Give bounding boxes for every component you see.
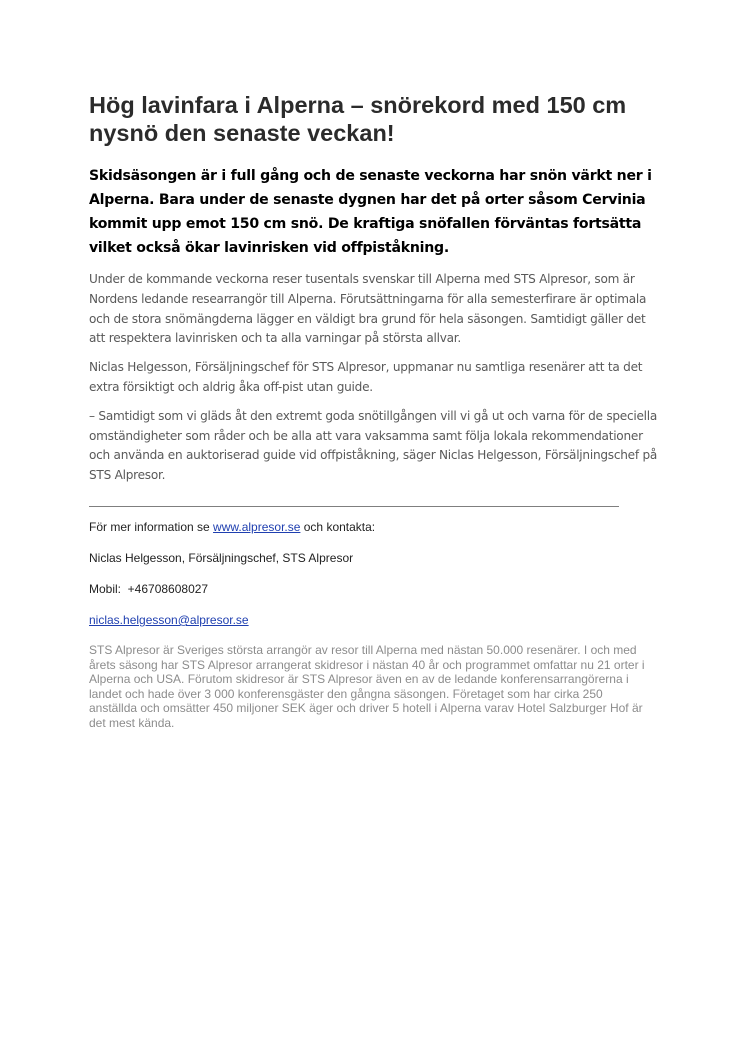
- email-link[interactable]: niclas.helgesson@alpresor.se: [89, 612, 249, 627]
- body-paragraph-3: – Samtidigt som vi gläds åt den extremt goda snötillgången vill vi gå ut och varna för de speciella omständigheter som råder och be alla att vara vaksamma samt följa lokala rekommendationer och använda en auktoriserad guide vid offpiståkning, säger Niclas Helgesson, Försäljningschef på STS Alpresor.: [89, 408, 658, 483]
- contact-info-prefix: För mer information se: [89, 519, 214, 534]
- body-paragraph-1: Under de kommande veckorna reser tusentals svenskar till Alperna med STS Alpresor, som är Nordens ledande researrangör till Alperna. Förutsättningarna för alla semesterfirare är optimala och de stora snömängderna lägger en väldigt bra grund för hela säsongen. Samtidigt gäller det att respektera lavinrisken och ta alla varningar på största allvar.: [89, 272, 647, 346]
- body-paragraph-2: Niclas Helgesson, Försäljningschef för STS Alpresor, uppmanar nu samtliga resenärer att ta det extra försiktigt och aldrig åka off-pist utan guide.: [89, 360, 643, 394]
- contact-info-suffix: och kontakta:: [300, 519, 376, 534]
- divider-line: [89, 506, 619, 507]
- contact-name: Niclas Helgesson, Försäljningschef, STS Alpresor: [89, 550, 354, 565]
- headline: Hög lavinfara i Alperna – snörekord med 150 cm nysnö den senaste veckan!: [89, 92, 627, 146]
- lead-paragraph: Skidsäsongen är i full gång och de senaste veckorna har snön värkt ner i Alperna. Bara under de senaste dygnen har det på orter såsom Cervinia kommit upp emot 150 cm snö. De kraftiga snöfallen förväntas fortsätta vilket också ökar lavinrisken vid offpiståkning.: [89, 168, 652, 256]
- contact-email-line: [89, 613, 654, 628]
- contact-info-line: [89, 520, 654, 535]
- contact-mobile: Mobil: +46708608027: [89, 581, 209, 596]
- press-release: [89, 91, 658, 743]
- about-company: STS Alpresor är Sveriges största arrangör av resor till Alperna med nästan 50.000 resenärer. I och med årets säsong har STS Alpresor arrangerat skidresor i nästan 40 år och programmet omfattar nu 21 orter i Alperna och USA. Förutom skidresor är STS Alpresor även en av de ledande konferensarrangörerna i landet och hade över 3 000 konferensgäster den gångna säsongen. Företaget som har cirka 250 anställda och omsätter 450 miljoner SEK äger och driver 5 hotell i Alperna varav Hotel Salzburger Hof är det mest kända.: [89, 642, 645, 730]
- website-link[interactable]: www.alpresor.se: [213, 519, 301, 534]
